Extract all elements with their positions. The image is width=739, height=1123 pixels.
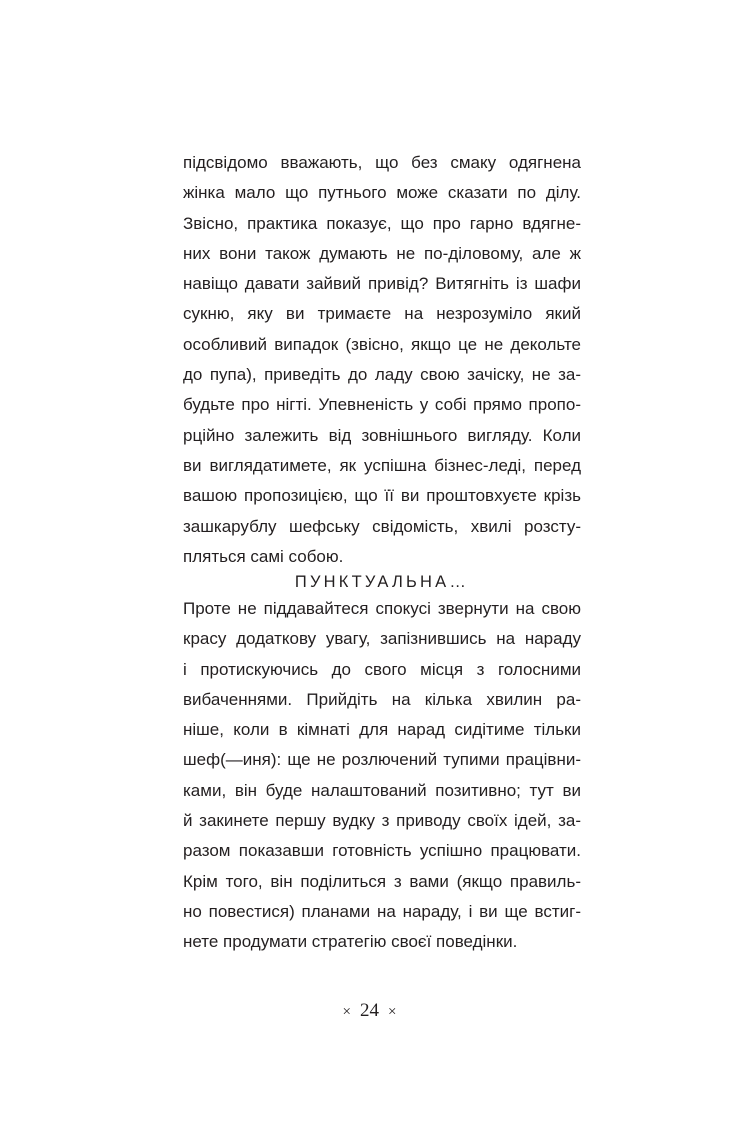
- text-line: Звісно, практика показує, що про гарно вдягне-: [183, 213, 581, 233]
- section-heading: ПУНКТУАЛЬНА…: [294, 573, 470, 591]
- text-line: них вони також думають не по-діловому, але ж: [183, 243, 581, 263]
- text-line: і протискуючись до свого місця з голосними: [183, 659, 581, 679]
- text-line: ніше, коли в кімнаті для нарад сидітиме тільки: [183, 720, 581, 740]
- text-line: зашкарублу шефську свідомість, хвилі розсту-: [183, 516, 581, 536]
- text-line: навіщо давати зайвий привід? Витягніть із шафи: [183, 274, 581, 294]
- text-line: рційно залежить від зовнішнього вигляду. Коли: [183, 425, 581, 445]
- text-line: разом показавши готовність успішно працювати.: [183, 841, 581, 861]
- text-line: будьте про нігті. Упевненість у собі прямо пропо-: [183, 395, 581, 415]
- text-line: но повестися) планами на нараду, і ви ще встиг-: [183, 901, 581, 921]
- text-line: сукню, яку ви тримаєте на незрозуміло який: [183, 304, 581, 324]
- text-line: вибаченнями. Прийдіть на кілька хвилин ра-: [183, 689, 581, 709]
- page-footer: [0, 996, 739, 1026]
- text-line: Крім того, він поділиться з вами (якщо правиль-: [183, 871, 581, 891]
- text-line: шеф(—иня): ще не розлючений тупими працівни-: [183, 750, 581, 770]
- text-line: Проте не піддавайтеся спокусі звернути на свою: [183, 599, 581, 618]
- paragraph-continuation: [183, 148, 581, 572]
- text-line: красу додаткову увагу, запізнившись на нараду: [183, 629, 581, 649]
- text-line: нете продумати стратегію своєї поведінки.: [183, 932, 518, 952]
- text-line: до пупа), приведіть до ладу свою зачіску, не за-: [183, 365, 581, 385]
- page-number: 24: [360, 1000, 379, 1021]
- text-line: ками, він буде налаштований позитивно; тут ви: [183, 780, 581, 800]
- text-line: ви виглядатимете, як успішна бізнес-леді, перед: [183, 455, 581, 475]
- text-line: пляться самі собою.: [183, 546, 344, 566]
- footer-right-mark: ×: [388, 1004, 397, 1020]
- text-line: підсвідомо вважають, що без смаку одягнена: [183, 153, 581, 172]
- text-line: жінка мало що путнього може сказати по ділу.: [183, 183, 581, 203]
- footer-left-mark: ×: [342, 1004, 351, 1020]
- paragraph-punctual: [183, 594, 581, 958]
- text-line: вашою пропозицією, що її ви проштовхуєте крізь: [183, 486, 581, 506]
- text-line: й закинете першу вудку з приводу своїх ідей, за-: [183, 811, 581, 831]
- text-line: особливий випадок (звісно, якщо це не декольте: [183, 334, 581, 354]
